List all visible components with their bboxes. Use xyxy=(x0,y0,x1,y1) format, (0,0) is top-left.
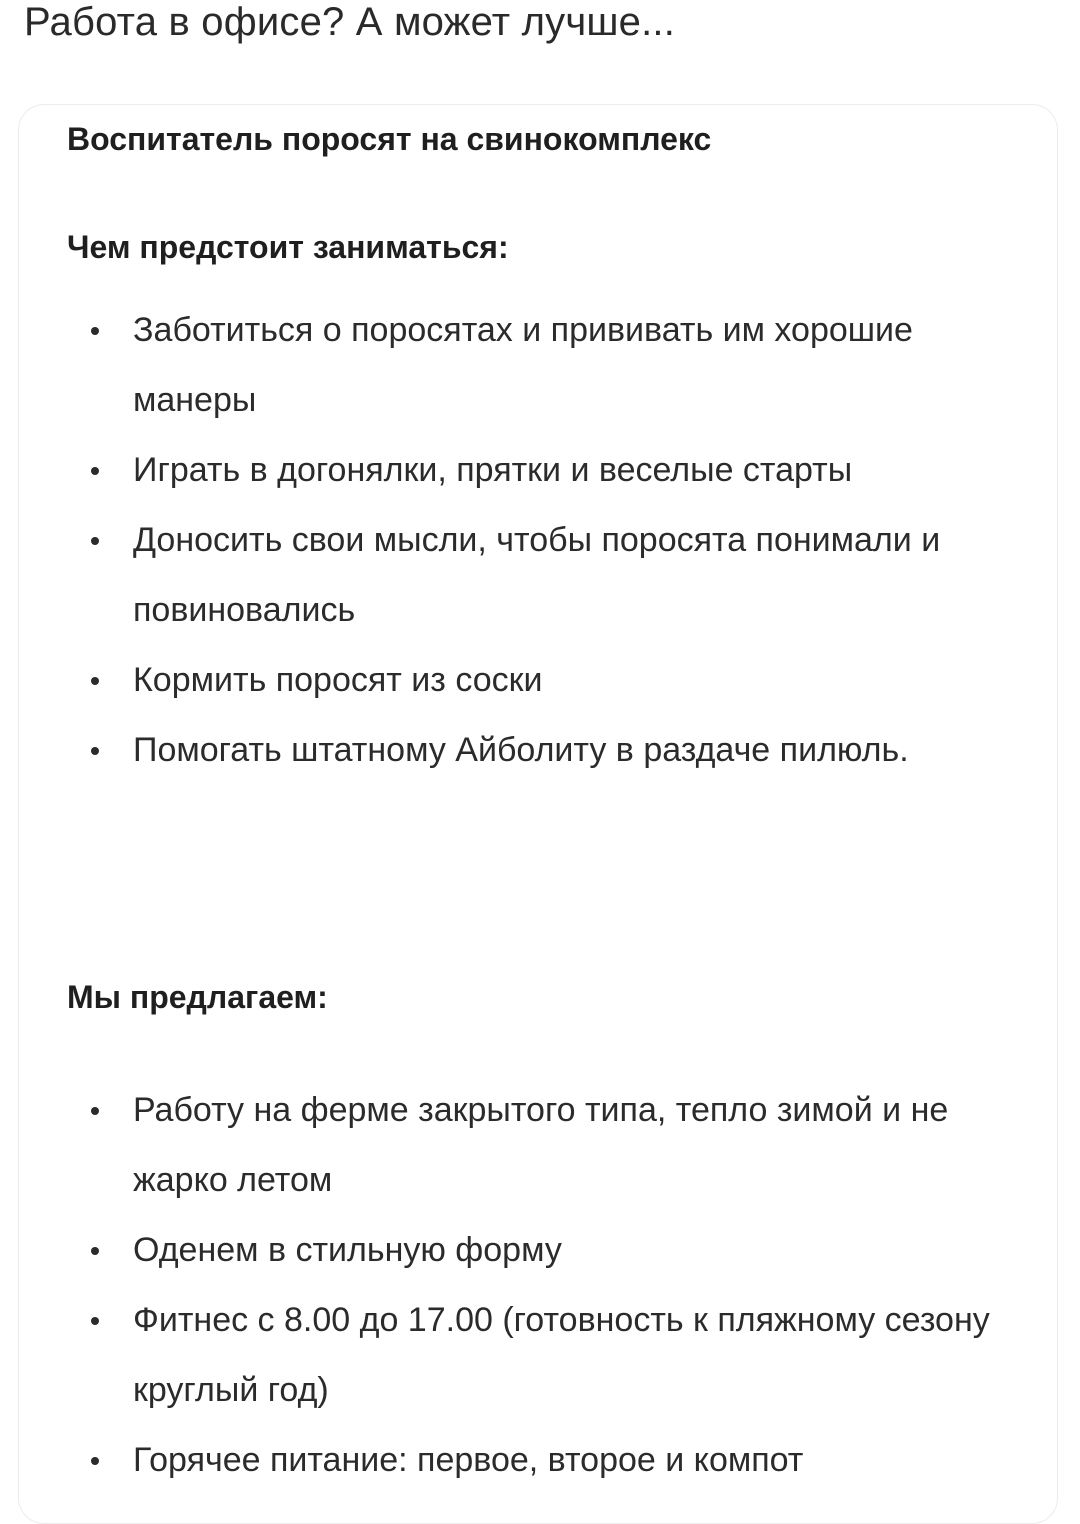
duty-item xyxy=(19,295,1059,435)
offer-text: Фитнес с 8.00 до 17.00 (готовность к пляжному сезону круглый год) xyxy=(133,1301,990,1409)
offer-list xyxy=(19,1075,1059,1495)
duty-item xyxy=(19,715,1059,785)
duty-item xyxy=(19,505,1059,645)
offer-text: Оденем в стильную форму xyxy=(133,1231,562,1269)
bullet-icon xyxy=(91,467,99,475)
offer-text: Работу на ферме закрытого типа, тепло зимой и не жарко летом xyxy=(133,1091,949,1199)
offer-text: Горячее питание: первое, второе и компот xyxy=(133,1441,804,1479)
bullet-icon xyxy=(91,1457,99,1465)
duty-text: Играть в догонялки, прятки и веселые старты xyxy=(133,451,853,489)
offer-item xyxy=(19,1285,1059,1425)
bullet-icon xyxy=(91,327,99,335)
bullet-icon xyxy=(91,677,99,685)
vacancy-title: Воспитатель поросят на свинокомплекс xyxy=(67,121,712,157)
duty-text: Доносить свои мысли, чтобы поросята понимали и повиновались xyxy=(133,521,941,629)
offer-item xyxy=(19,1075,1059,1215)
bullet-icon xyxy=(91,1247,99,1255)
vacancy-card xyxy=(18,104,1058,1524)
post-caption: Работа в офисе? А может лучше... xyxy=(24,0,676,44)
duties-heading: Чем предстоит заниматься: xyxy=(67,229,509,265)
duties-list xyxy=(19,295,1059,785)
bullet-icon xyxy=(91,537,99,545)
duty-item xyxy=(19,645,1059,715)
duty-text: Кормить поросят из соски xyxy=(133,661,543,699)
bullet-icon xyxy=(91,1107,99,1115)
bullet-icon xyxy=(91,747,99,755)
duty-text: Заботиться о поросятах и прививать им хорошие манеры xyxy=(133,311,913,419)
offer-item xyxy=(19,1215,1059,1285)
duty-text: Помогать штатному Айболиту в раздаче пилюль. xyxy=(133,731,909,769)
offer-heading: Мы предлагаем: xyxy=(67,979,328,1015)
bullet-icon xyxy=(91,1317,99,1325)
duty-item xyxy=(19,435,1059,505)
offer-item xyxy=(19,1425,1059,1495)
